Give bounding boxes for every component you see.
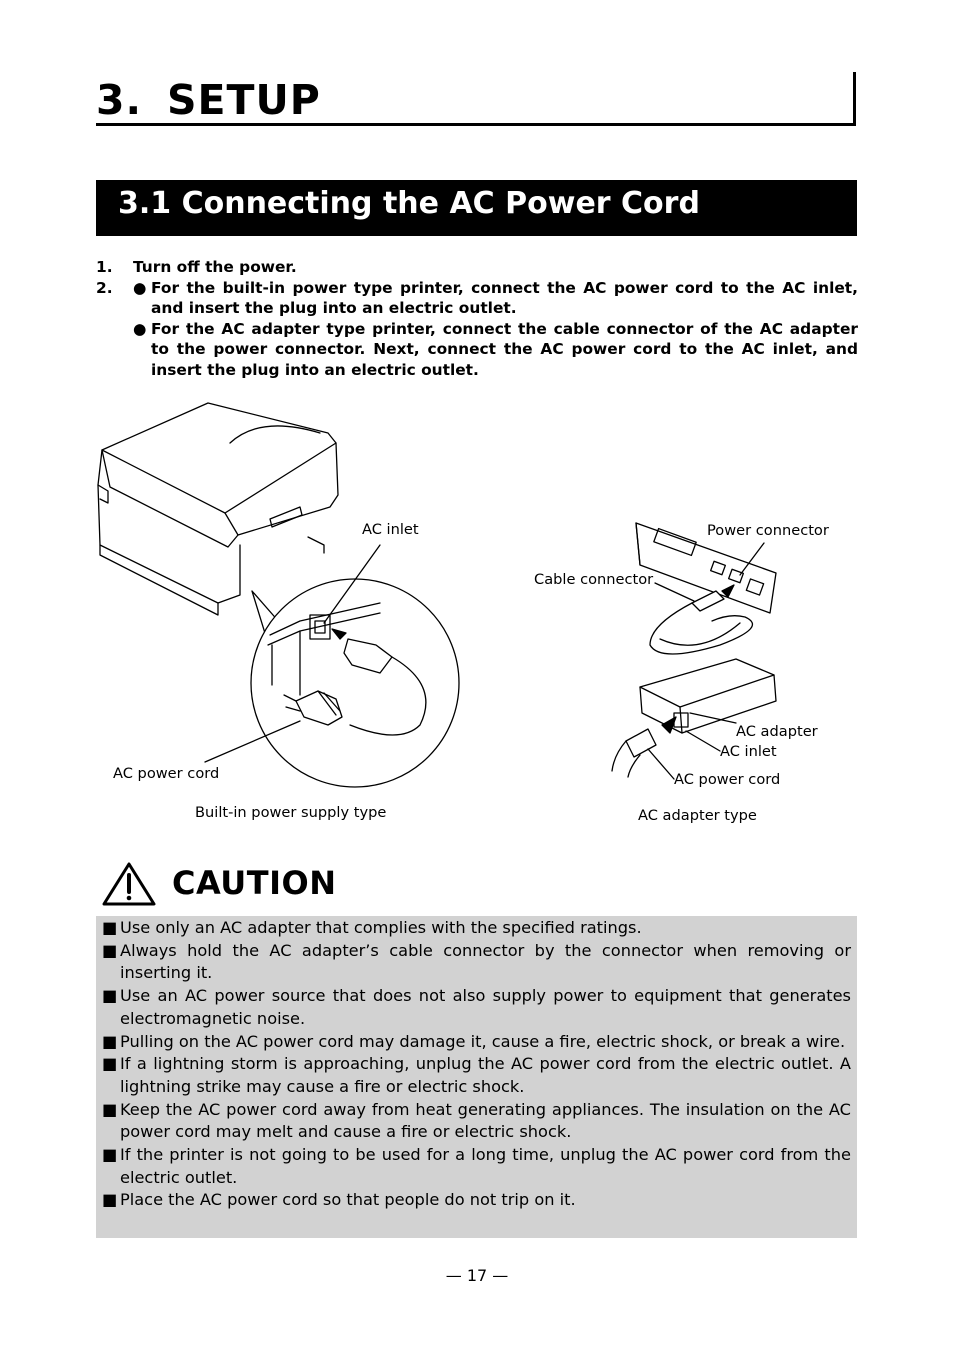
back-panel-illustration (636, 523, 776, 654)
zoom-callout (251, 579, 459, 787)
square-bullet-icon: ■ (102, 1099, 118, 1119)
caution-item-text: Use only an AC adapter that complies with the specified ratings. (120, 918, 642, 937)
square-bullet-icon: ■ (102, 940, 118, 960)
caution-title: CAUTION (172, 864, 337, 902)
square-bullet-icon: ■ (102, 1145, 118, 1165)
caution-item (102, 940, 851, 985)
square-bullet-icon: ■ (102, 986, 118, 1006)
builtin-caption: Built-in power supply type (195, 804, 387, 821)
square-bullet-icon: ■ (102, 1054, 118, 1074)
step-2 (96, 278, 858, 381)
step-bullet (133, 319, 858, 381)
caution-item (102, 917, 851, 940)
caution-item (102, 1189, 851, 1212)
caution-item (102, 1031, 851, 1054)
section-title: 3.1 Connecting the AC Power Cord (118, 186, 700, 221)
caution-item-text: Always hold the AC adapter’s cable connector by the connector when removing or inserting it. (120, 940, 851, 983)
adapter-ac-inlet-label: AC inlet (720, 743, 777, 760)
caution-box (96, 916, 857, 1238)
adapter-ac-power-cord-label: AC power cord (674, 771, 781, 788)
step-bullet-text: For the built-in power type printer, connect the AC power cord to the AC inlet, and insert the plug into an electric outlet. (151, 278, 858, 318)
step-1 (96, 257, 858, 278)
chapter-number: 3. (96, 76, 143, 124)
square-bullet-icon: ■ (102, 1190, 118, 1210)
cable-connector-leader (655, 583, 694, 601)
power-connector-label: Power connector (707, 522, 829, 539)
caution-item (102, 985, 851, 1030)
step-number: 1. (96, 258, 113, 276)
printer-illustration (98, 403, 338, 615)
cable-connector-label: Cable connector (534, 571, 654, 588)
step-number: 2. (96, 278, 113, 297)
chapter-title: SETUP (167, 76, 321, 124)
section-heading (96, 180, 857, 236)
caution-item (102, 1099, 851, 1144)
warning-triangle-icon (100, 860, 158, 908)
step-bullet-text: For the AC adapter type printer, connect the cable connector of the AC adapter to the power connector. Next, connect the AC power cord to the AC inlet, and insert the plug into an electric outlet. (151, 319, 858, 379)
steps-list (96, 257, 858, 381)
caution-item-text: If a lightning storm is approaching, unplug the AC power cord from the electric outlet. A lightning strike may cause a fire or electric shock. (120, 1054, 851, 1096)
caution-item-text: Keep the AC power cord away from heat generating appliances. The insulation on the AC power cord may melt and cause a fire or electric shock. (120, 1099, 851, 1142)
caution-item-text: Place the AC power cord so that people do not trip on it. (120, 1190, 576, 1210)
ac-power-cord-label: AC power cord (113, 765, 220, 782)
caution-item-text: If the printer is not going to be used for a long time, unplug the AC power cord from the electric outlet. (120, 1145, 851, 1187)
adapter-ac-inlet-leader (686, 731, 720, 751)
square-bullet-icon: ■ (102, 1031, 118, 1051)
adapter-caption: AC adapter type (638, 807, 757, 824)
adapter-ac-power-cord-leader (648, 749, 674, 779)
connection-figure (0, 395, 954, 835)
step-bullet (133, 278, 858, 319)
page-number: — 17 — (445, 1266, 509, 1285)
ac-inlet-label: AC inlet (362, 521, 419, 538)
caution-item (102, 1053, 851, 1098)
ac-adapter-label: AC adapter (736, 723, 818, 740)
caution-item-text: Pulling on the AC power cord may damage it, cause a fire, electric shock, or break a wire. (120, 1031, 846, 1051)
square-bullet-icon: ■ (102, 918, 118, 937)
chapter-heading (96, 72, 856, 126)
bullet-dot-icon: ● (133, 278, 147, 297)
step-text: Turn off the power. (133, 258, 297, 276)
caution-item (102, 1144, 851, 1189)
caution-item-text: Use an AC power source that does not also supply power to equipment that generates electromagnetic noise. (120, 986, 851, 1028)
bullet-dot-icon: ● (133, 319, 147, 338)
